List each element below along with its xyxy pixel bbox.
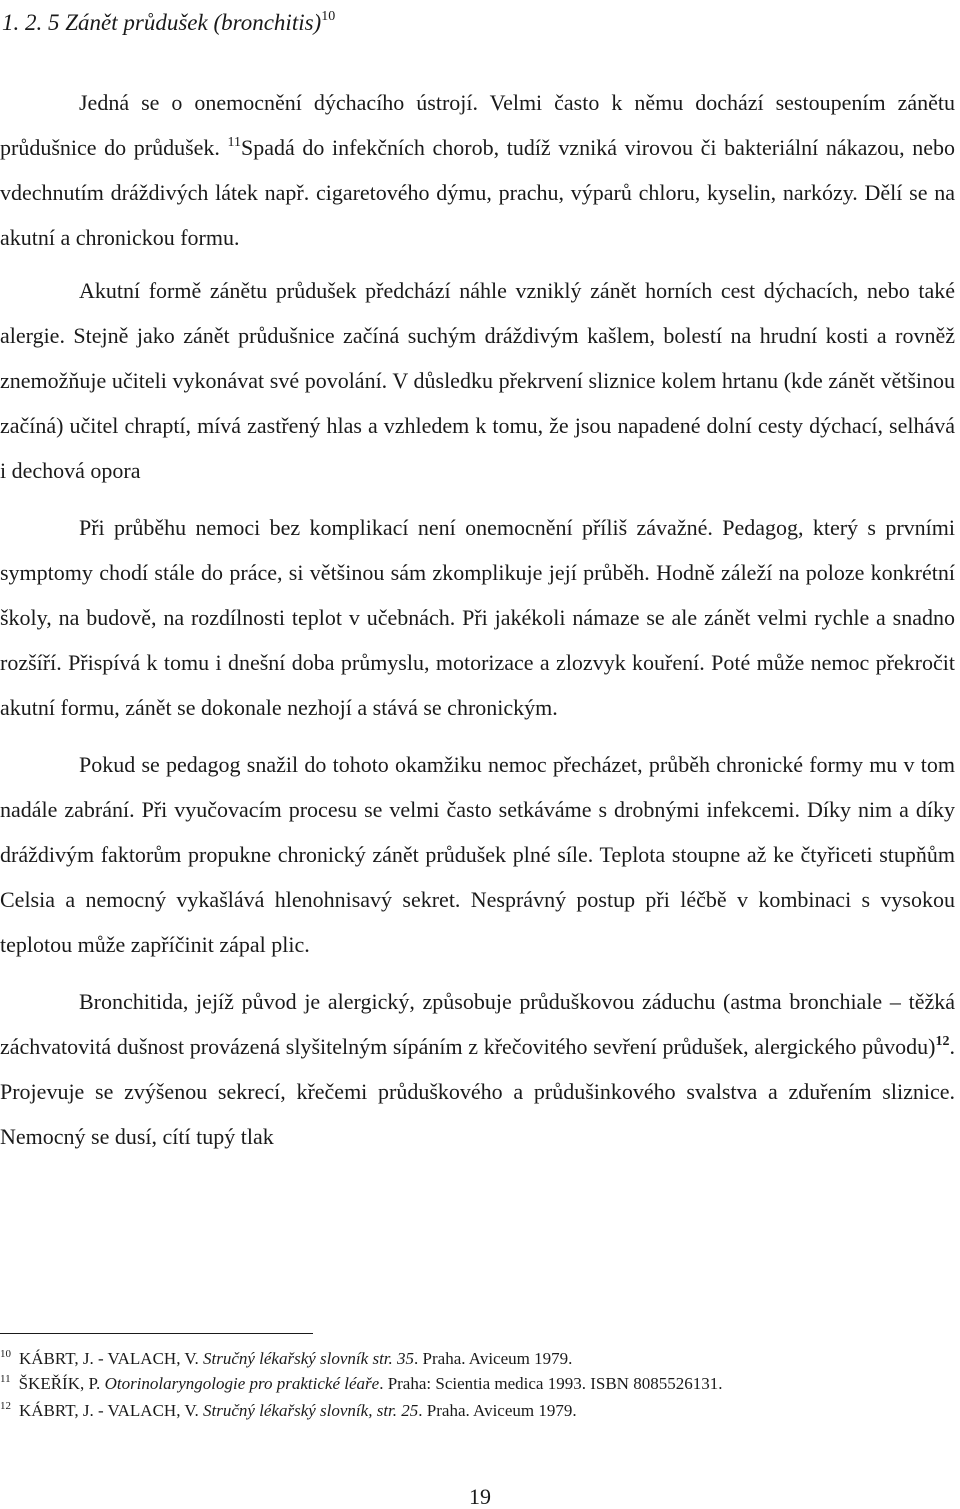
footnote-10 [0, 1349, 955, 1369]
footnote-publication: . Praha: Scientia medica 1993. ISBN 8085526131. [379, 1374, 723, 1393]
footnotes [0, 1341, 955, 1421]
paragraph-1 [0, 80, 955, 260]
footnote-ref-12[interactable]: 12 [935, 1034, 950, 1049]
footnote-12 [0, 1401, 955, 1421]
footnote-authors: ŠKEŘÍK, P. [18, 1374, 105, 1393]
footnote-number: 10 [0, 1348, 11, 1360]
paragraph-5-tail: . Projevuje se zvýšenou sekrecí, křečemi průduškového a průdušinkového svalstva a zduřením sliznice. Nemocný se dusí, cítí tupý tlak [0, 1034, 955, 1149]
page-number: 19 [469, 1484, 491, 1509]
footnote-ref-10[interactable]: 10 [321, 9, 336, 24]
footnote-authors: KÁBRT, J. - VALACH, V. [19, 1401, 203, 1420]
paragraph-1-tail: Spadá do infekčních chorob, tudíž vzniká virovou či bakteriální nákazou, nebo vdechnutím dráždivých látek např. cigaretového dýmu, prachu, výparů chloru, kyselin, narkózy. Dělí se na akutní a chronickou formu. [0, 135, 955, 250]
footnote-11 [0, 1374, 955, 1394]
footnote-publication: . Praha. Aviceum 1979. [418, 1401, 577, 1420]
paragraph-4 [0, 742, 955, 967]
section-heading-text: 1. 2. 5 Zánět průdušek (bronchitis) [2, 10, 322, 35]
footnote-divider [0, 1333, 313, 1334]
footnote-authors: KÁBRT, J. - VALACH, V. [19, 1349, 203, 1368]
footnote-ref-11[interactable]: 11 [227, 135, 242, 150]
paragraph-5 [0, 979, 955, 1159]
section-heading [2, 2, 335, 38]
paragraph-2 [0, 268, 955, 493]
body-text [0, 80, 955, 1159]
paragraph-5-lead: Bronchitida, jejíž původ je alergický, způsobuje průduškovou záduchu (astma bronchiale – těžká záchvatovitá dušnost provázená slyšitelným sípáním z křečovitého sevření průdušek, alergického původu) [0, 989, 955, 1059]
paragraph-2-text: Akutní formě zánětu průdušek předchází náhle vzniklý zánět horních cest dýchacích, nebo také alergie. Stejně jako zánět průdušnice začíná suchým dráždivým kašlem, bolestí na hrudní kosti a rovněž znemožňuje učiteli vykonávat své povolání. V důsledku překrvení sliznice kolem hrtanu (kde zánět většinou začíná) učitel chraptí, mívá zastřený hlas a vzhledem k tomu, že jsou napadené dolní cesty dýchací, selhává i dechová opora [0, 278, 955, 483]
footnote-number: 12 [0, 1400, 11, 1412]
footnote-title: Stručný lékařský slovník str. 35 [202, 1349, 415, 1368]
footnote-publication: . Praha. Aviceum 1979. [414, 1349, 573, 1368]
footnote-title: Otorinolaryngologie pro praktické léaře [104, 1374, 380, 1393]
footnote-title: Stručný lékařský slovník, str. 25 [202, 1401, 419, 1420]
paragraph-3-text: Při průběhu nemoci bez komplikací není onemocnění příliš závažné. Pedagog, který s prvními symptomy chodí stále do práce, si většinou sám zkomplikuje její průběh. Hodně záleží na poloze konkrétní školy, na budově, na rozdílnosti teplot v učebnách. Při jakékoli námaze se ale zánět velmi rychle a snadno rozšíří. Přispívá k tomu i dnešní doba průmyslu, motorizace a zlozvyk kouření. Poté může nemoc překročit akutní formu, zánět se dokonale nezhojí a stává se chronickým. [0, 515, 955, 720]
paragraph-4-text: Pokud se pedagog snažil do tohoto okamžiku nemoc přecházet, průběh chronické formy mu v tom nadále zabrání. Při vyučovacím procesu se velmi často setkáváme s drobnými infekcemi. Díky nim a díky dráždivým faktorům propukne chronický zánět průdušek plné síle. Teplota stoupne až ke čtyřiceti stupňům Celsia a nemocný vykašlává hlenohnisavý sekret. Nesprávný postup při léčbě v kombinaci s vysokou teplotou může zapříčinit zápal plic. [0, 752, 955, 957]
paragraph-1-lead: Jedná se o onemocnění dýchacího ústrojí. Velmi často k němu dochází sestoupením zánětu průdušnice do průdušek. [0, 90, 955, 160]
paragraph-3 [0, 505, 955, 730]
footnote-number: 11 [0, 1373, 11, 1385]
